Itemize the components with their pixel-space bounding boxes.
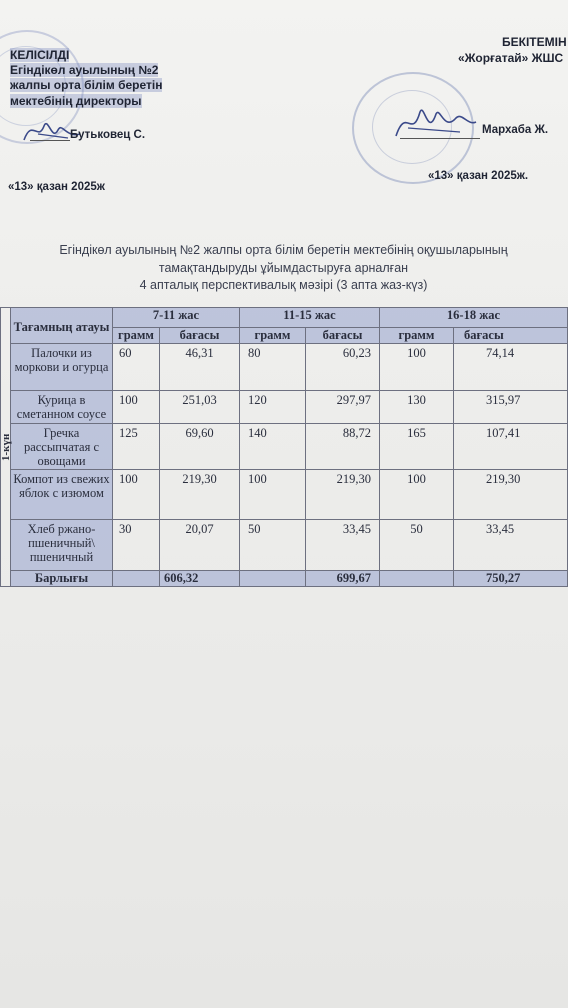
grams-cell: 100 xyxy=(380,344,454,391)
document-title-line: тамақтандыруды ұйымдастыруға арналған xyxy=(158,261,409,275)
table-header-row xyxy=(1,308,568,328)
price-cell: 88,72 xyxy=(306,424,380,470)
grams-cell: 60 xyxy=(113,344,160,391)
column-header: бағасы xyxy=(454,328,568,344)
table-row xyxy=(1,391,568,424)
company-signer-name: Мархаба Ж. xyxy=(482,124,549,136)
age-group-header: 7-11 жас xyxy=(113,308,240,328)
total-value: 750,27 xyxy=(454,571,568,587)
left-approval-date: «13» қазан 2025ж xyxy=(8,181,105,193)
dish-name-cell: Гречка рассыпчатая с овощами xyxy=(11,424,113,470)
grams-cell: 130 xyxy=(380,391,454,424)
price-cell: 297,97 xyxy=(306,391,380,424)
grams-cell: 100 xyxy=(113,470,160,520)
grams-cell: 125 xyxy=(113,424,160,470)
total-empty-cell xyxy=(113,571,160,587)
document-title-line: 4 апталық перспективалық мәзірі (3 апта жаз-күз) xyxy=(139,278,428,292)
grams-cell: 120 xyxy=(240,391,306,424)
menu-table xyxy=(0,307,568,587)
total-label: Барлығы xyxy=(11,571,113,587)
grams-cell: 165 xyxy=(380,424,454,470)
grams-cell: 50 xyxy=(240,520,306,571)
grams-cell: 80 xyxy=(240,344,306,391)
age-group-header: 11-15 жас xyxy=(240,308,380,328)
table-row xyxy=(1,344,568,391)
price-cell: 46,31 xyxy=(160,344,240,391)
right-approval-company: «Жорғатай» ЖШС xyxy=(458,51,564,65)
grams-cell: 30 xyxy=(113,520,160,571)
column-header: бағасы xyxy=(306,328,380,344)
left-approval-line: Егіндікөл ауылының №2 xyxy=(10,63,159,77)
total-empty-cell xyxy=(240,571,306,587)
column-header: грамм xyxy=(113,328,160,344)
dish-name-cell: Курица в сметанном соусе xyxy=(11,391,113,424)
company-signature xyxy=(390,98,480,148)
grams-cell: 50 xyxy=(380,520,454,571)
dish-name-cell: Палочки из моркови и огурца xyxy=(11,344,113,391)
column-header: грамм xyxy=(380,328,454,344)
grams-cell: 100 xyxy=(113,391,160,424)
signature-line xyxy=(30,140,70,141)
total-row xyxy=(1,571,568,587)
price-cell: 107,41 xyxy=(454,424,568,470)
price-cell: 33,45 xyxy=(306,520,380,571)
price-cell: 33,45 xyxy=(454,520,568,571)
left-approval-line: мектебінің директоры xyxy=(10,94,142,108)
price-cell: 20,07 xyxy=(160,520,240,571)
column-header: бағасы xyxy=(160,328,240,344)
total-value: 606,32 xyxy=(160,571,240,587)
table-row xyxy=(1,424,568,470)
left-approval-title: КЕЛІСІЛДІ xyxy=(10,48,70,62)
price-cell: 251,03 xyxy=(160,391,240,424)
left-approval-line: жалпы орта білім беретін xyxy=(10,78,163,92)
price-cell: 69,60 xyxy=(160,424,240,470)
table-row xyxy=(1,470,568,520)
age-group-header: 16-18 жас xyxy=(380,308,568,328)
total-empty-cell xyxy=(380,571,454,587)
total-value: 699,67 xyxy=(306,571,380,587)
price-cell: 219,30 xyxy=(306,470,380,520)
table-row xyxy=(1,520,568,571)
price-cell: 74,14 xyxy=(454,344,568,391)
document-title-line: Егіндікөл ауылының №2 жалпы орта білім беретін мектебінің оқушыларының xyxy=(59,243,508,257)
right-approval-date: «13» қазан 2025ж. xyxy=(428,170,529,182)
day-label: 1-күн xyxy=(1,308,11,587)
signature-line xyxy=(400,138,480,139)
price-cell: 315,97 xyxy=(454,391,568,424)
grams-cell: 140 xyxy=(240,424,306,470)
price-cell: 60,23 xyxy=(306,344,380,391)
price-cell: 219,30 xyxy=(454,470,568,520)
director-name: Бутьковец С. xyxy=(70,129,146,141)
price-cell: 219,30 xyxy=(160,470,240,520)
dish-name-header: Тағамның атауы xyxy=(11,308,113,344)
column-header: грамм xyxy=(240,328,306,344)
dish-name-cell: Компот из свежих яблок с изюмом xyxy=(11,470,113,520)
grams-cell: 100 xyxy=(240,470,306,520)
dish-name-cell: Хлеб ржано-пшеничный\ пшеничный xyxy=(11,520,113,571)
right-approval-title: БЕКІТЕМІН xyxy=(502,35,567,49)
grams-cell: 100 xyxy=(380,470,454,520)
